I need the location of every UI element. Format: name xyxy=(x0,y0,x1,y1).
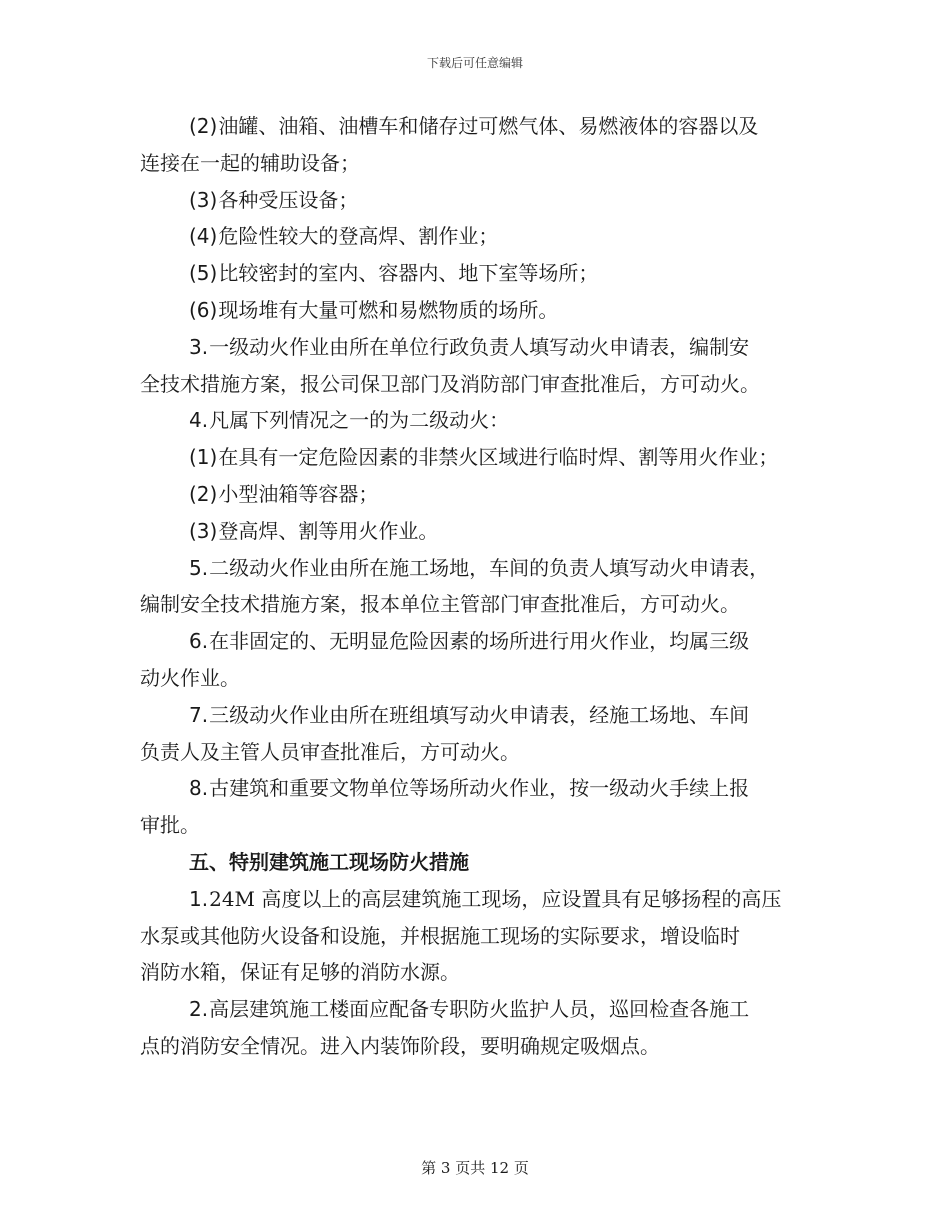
text-line xyxy=(140,439,820,476)
item-number: 1. xyxy=(189,886,209,911)
line-text: 消防水箱，保证有足够的消防水源。 xyxy=(140,960,460,985)
item-number: 6. xyxy=(189,629,209,654)
line-text: 三级动火作业由所在班组填写动火申请表，经施工场地、车间 xyxy=(209,702,750,727)
item-number: (3) xyxy=(189,187,218,212)
page-footer: 第 3 页共 12 页 xyxy=(421,1159,529,1177)
item-number: 8. xyxy=(189,776,209,801)
item-number: (4) xyxy=(189,224,218,249)
item-number: (2) xyxy=(189,481,218,506)
line-text: 比较密封的室内、容器内、地下室等场所； xyxy=(218,261,599,286)
line-text: 全技术措施方案，报公司保卫部门及消防部门审查批准后，方可动火。 xyxy=(140,371,760,396)
line-text: 负责人及主管人员审查批准后，方可动火。 xyxy=(140,739,520,764)
text-line xyxy=(140,734,820,771)
text-line xyxy=(140,954,820,991)
text-line xyxy=(140,550,820,587)
text-line xyxy=(140,476,820,513)
item-number: (5) xyxy=(189,261,218,286)
text-line xyxy=(140,402,820,439)
text-line xyxy=(140,807,820,844)
document-body xyxy=(140,108,820,1065)
item-number: (2) xyxy=(189,114,218,138)
line-text: 高层建筑施工楼面应配备专职防火监护人员，巡回检查各施工 xyxy=(209,997,750,1022)
line-text: 在非固定的、无明显危险因素的场所进行用火作业，均属三级 xyxy=(209,629,750,654)
line-text: 审批。 xyxy=(140,813,200,838)
text-line xyxy=(140,881,820,918)
item-number: 5. xyxy=(189,555,209,580)
text-line xyxy=(140,918,820,955)
line-text: 古建筑和重要文物单位等场所动火作业，按一级动火手续上报 xyxy=(209,776,750,801)
text-line xyxy=(140,182,820,219)
item-number: (3) xyxy=(189,518,218,543)
item-number: 2. xyxy=(189,997,209,1022)
line-text: 现场堆有大量可燃和易燃物质的场所。 xyxy=(218,297,559,322)
text-line xyxy=(140,108,820,145)
item-number: 4. xyxy=(189,408,209,433)
line-text: 一级动火作业由所在单位行政负责人填写动火申请表，编制安 xyxy=(209,334,750,359)
text-line xyxy=(140,770,820,807)
line-text: 凡属下列情况之一的为二级动火： xyxy=(209,408,510,433)
text-line xyxy=(140,623,820,660)
line-text: 危险性较大的登高焊、割作业； xyxy=(218,224,499,249)
text-line xyxy=(140,1028,820,1065)
text-line xyxy=(140,145,820,182)
text-line xyxy=(140,218,820,255)
line-text: 各种受压设备； xyxy=(218,187,359,212)
line-text: 连接在一起的辅助设备； xyxy=(140,150,360,175)
line-text: 点的消防安全情况。进入内装饰阶段，要明确规定吸烟点。 xyxy=(140,1033,660,1058)
line-text: 五、特别建筑施工现场防火措施 xyxy=(189,849,469,874)
text-line xyxy=(140,660,820,697)
line-text: 24M 高度以上的高层建筑施工现场，应设置具有足够扬程的高压 xyxy=(209,886,782,911)
text-line xyxy=(140,366,820,403)
text-line xyxy=(140,329,820,366)
line-text: 小型油箱等容器； xyxy=(218,481,379,506)
line-text: 动火作业。 xyxy=(140,665,240,690)
line-text: 二级动火作业由所在施工场地，车间的负责人填写动火申请表， xyxy=(209,555,770,580)
line-text: 编制安全技术措施方案，报本单位主管部门审查批准后，方可动火。 xyxy=(140,592,740,617)
text-line xyxy=(140,991,820,1028)
line-text: 登高焊、割等用火作业。 xyxy=(218,518,439,543)
item-number: (1) xyxy=(189,445,218,470)
line-text: 在具有一定危险因素的非禁火区域进行临时焊、割等用火作业； xyxy=(218,445,779,470)
text-line xyxy=(140,586,820,623)
item-number: 7. xyxy=(189,702,209,727)
item-number: 3. xyxy=(189,334,209,359)
text-line xyxy=(140,697,820,734)
line-text: 油罐、油箱、油槽车和储存过可燃气体、易燃液体的容器以及 xyxy=(218,114,759,138)
text-line xyxy=(140,513,820,550)
item-number: (6) xyxy=(189,297,218,322)
section-heading xyxy=(140,844,820,881)
text-line xyxy=(140,292,820,329)
line-text: 水泵或其他防火设备和设施，并根据施工现场的实际要求，增设临时 xyxy=(140,923,740,948)
text-line xyxy=(140,255,820,292)
page-header: 下载后可任意编辑 xyxy=(426,56,523,70)
